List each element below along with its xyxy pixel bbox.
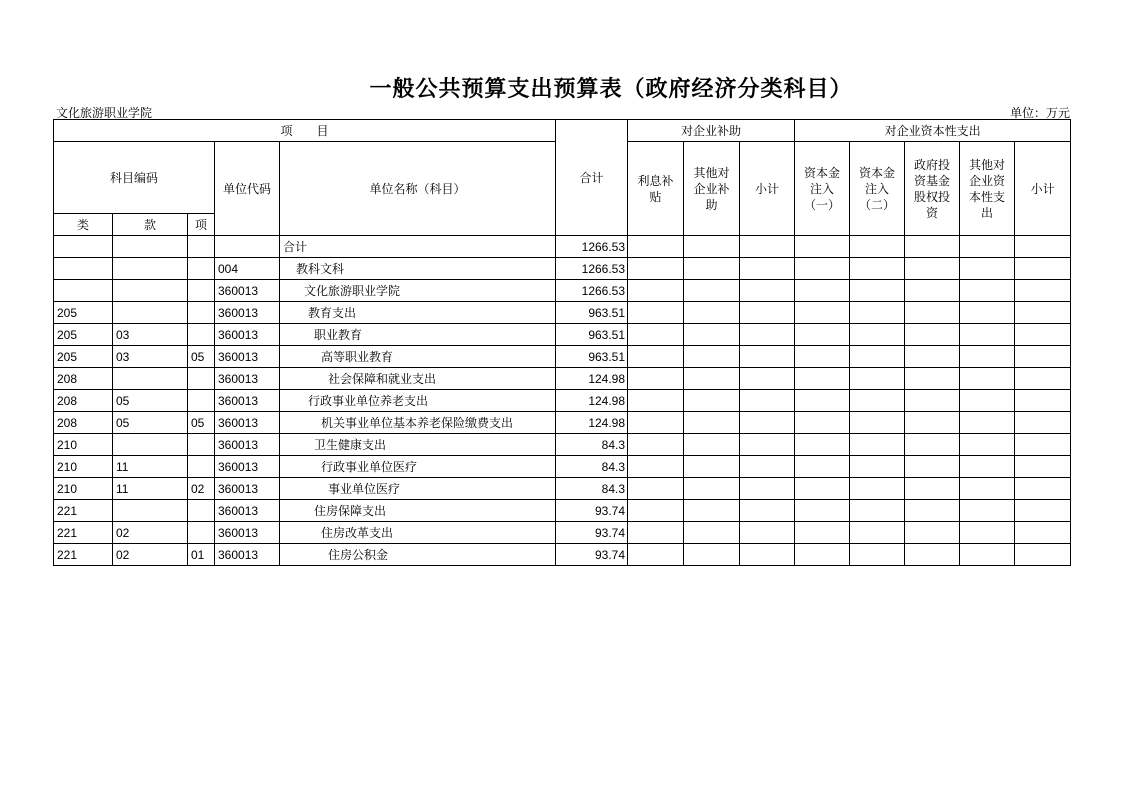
cell-total: 1266.53 [556,236,628,258]
cell-empty [684,236,740,258]
cell-empty [960,412,1015,434]
cell-empty [960,368,1015,390]
table-row [54,302,1071,324]
cell-unit-name: 行政事业单位养老支出 [280,390,556,412]
cell-unit-name: 住房公积金 [280,544,556,566]
cell-empty [1015,368,1071,390]
cell-empty [628,280,684,302]
cell-empty [850,412,905,434]
cell-unit-name: 高等职业教育 [280,346,556,368]
cell-empty [1015,522,1071,544]
header-capital-injection-2: 资本金注入（二） [850,142,905,236]
table-row [54,368,1071,390]
header-unit-name: 单位名称（科目） [280,142,556,236]
cell-total: 124.98 [556,390,628,412]
cell-empty [795,280,850,302]
cell-empty [1015,236,1071,258]
cell-empty [684,324,740,346]
cell-empty [740,390,795,412]
cell-total: 84.3 [556,478,628,500]
cell-empty [850,500,905,522]
table-row [54,258,1071,280]
cell-xiang: 05 [188,412,215,434]
cell-empty [905,324,960,346]
cell-empty [740,522,795,544]
cell-empty [795,324,850,346]
cell-unit-name: 事业单位医疗 [280,478,556,500]
table-row [54,456,1071,478]
cell-total: 963.51 [556,302,628,324]
cell-unit-code: 360013 [215,390,280,412]
cell-empty [905,346,960,368]
cell-empty [905,302,960,324]
cell-empty [960,258,1015,280]
cell-empty [740,368,795,390]
cell-empty [684,302,740,324]
cell-kuan: 05 [113,390,188,412]
cell-empty [1015,412,1071,434]
cell-unit-name: 文化旅游职业学院 [280,280,556,302]
table-row [54,412,1071,434]
cell-empty [850,434,905,456]
cell-empty [795,302,850,324]
cell-kuan [113,258,188,280]
cell-empty [905,456,960,478]
cell-empty [960,280,1015,302]
cell-unit-code: 360013 [215,324,280,346]
table-row [54,478,1071,500]
cell-unit-code: 360013 [215,346,280,368]
cell-kuan [113,280,188,302]
cell-empty [905,500,960,522]
cell-empty [850,522,905,544]
cell-unit-name: 合计 [280,236,556,258]
cell-empty [1015,456,1071,478]
cell-empty [1015,258,1071,280]
cell-empty [850,302,905,324]
cell-xiang [188,434,215,456]
cell-kuan: 02 [113,544,188,566]
cell-xiang [188,522,215,544]
cell-unit-name: 住房保障支出 [280,500,556,522]
cell-empty [1015,280,1071,302]
cell-empty [684,258,740,280]
cell-lei: 208 [54,390,113,412]
header-interest-subsidy: 利息补贴 [628,142,684,236]
table-row [54,346,1071,368]
cell-xiang [188,500,215,522]
header-subsidy-subtotal: 小计 [740,142,795,236]
cell-xiang [188,390,215,412]
cell-empty [684,434,740,456]
cell-empty [1015,544,1071,566]
cell-empty [850,478,905,500]
cell-xiang [188,236,215,258]
cell-empty [795,412,850,434]
header-gov-investment-fund: 政府投资基金股权投资 [905,142,960,236]
cell-lei: 210 [54,478,113,500]
cell-empty [960,346,1015,368]
header-other-capital: 其他对企业资本性支出 [960,142,1015,236]
cell-unit-name: 行政事业单位医疗 [280,456,556,478]
cell-empty [905,390,960,412]
cell-empty [795,346,850,368]
cell-empty [628,544,684,566]
cell-unit-code: 360013 [215,412,280,434]
cell-lei: 208 [54,412,113,434]
cell-unit-name: 社会保障和就业支出 [280,368,556,390]
header-project: 项 目 [54,120,556,142]
cell-empty [740,236,795,258]
cell-empty [740,324,795,346]
cell-empty [850,456,905,478]
cell-empty [795,544,850,566]
cell-empty [740,412,795,434]
cell-total: 93.74 [556,544,628,566]
cell-empty [740,258,795,280]
cell-empty [905,258,960,280]
cell-empty [960,236,1015,258]
cell-empty [1015,324,1071,346]
cell-empty [684,478,740,500]
cell-empty [740,478,795,500]
header-unit-code: 单位代码 [215,142,280,236]
cell-unit-code: 360013 [215,478,280,500]
cell-unit-name: 机关事业单位基本养老保险缴费支出 [280,412,556,434]
cell-unit-code [215,236,280,258]
cell-empty [850,390,905,412]
cell-empty [740,280,795,302]
cell-empty [905,544,960,566]
cell-empty [684,368,740,390]
cell-empty [628,478,684,500]
cell-empty [850,324,905,346]
cell-empty [850,544,905,566]
cell-empty [960,478,1015,500]
table-row [54,390,1071,412]
cell-empty [1015,478,1071,500]
cell-empty [628,258,684,280]
cell-empty [684,544,740,566]
table-row [54,280,1071,302]
cell-empty [795,434,850,456]
cell-total: 963.51 [556,346,628,368]
cell-kuan: 03 [113,324,188,346]
cell-lei: 221 [54,544,113,566]
page-title: 一般公共预算支出预算表（政府经济分类科目） [369,77,853,102]
cell-empty [960,324,1015,346]
cell-empty [740,434,795,456]
cell-empty [628,302,684,324]
organization-name: 文化旅游职业学院 [56,106,153,120]
header-kuan: 款 [113,214,188,236]
cell-empty [795,390,850,412]
unit-label: 单位：万元 [1009,106,1070,120]
cell-empty [684,346,740,368]
cell-unit-name: 教科文科 [280,258,556,280]
cell-xiang [188,280,215,302]
table-row [54,324,1071,346]
cell-kuan: 02 [113,522,188,544]
cell-unit-code: 004 [215,258,280,280]
cell-kuan: 03 [113,346,188,368]
cell-lei: 210 [54,434,113,456]
cell-empty [1015,500,1071,522]
cell-unit-name: 卫生健康支出 [280,434,556,456]
cell-empty [740,456,795,478]
cell-empty [628,456,684,478]
header-enterprise-capital: 对企业资本性支出 [795,120,1071,142]
cell-total: 1266.53 [556,280,628,302]
cell-empty [628,522,684,544]
cell-kuan: 11 [113,456,188,478]
cell-empty [740,544,795,566]
cell-lei [54,236,113,258]
cell-empty [795,456,850,478]
cell-empty [850,236,905,258]
table-row [54,500,1071,522]
cell-lei [54,280,113,302]
cell-empty [905,412,960,434]
cell-total: 93.74 [556,500,628,522]
cell-total: 84.3 [556,434,628,456]
cell-empty [960,302,1015,324]
cell-empty [684,500,740,522]
cell-xiang [188,324,215,346]
cell-xiang [188,302,215,324]
cell-total: 93.74 [556,522,628,544]
cell-total: 84.3 [556,456,628,478]
cell-empty [960,522,1015,544]
cell-empty [960,434,1015,456]
cell-lei: 221 [54,522,113,544]
header-enterprise-subsidy: 对企业补助 [628,120,795,142]
cell-empty [628,412,684,434]
table-row [54,236,1071,258]
cell-empty [628,434,684,456]
cell-empty [795,478,850,500]
cell-empty [960,500,1015,522]
cell-empty [850,346,905,368]
cell-empty [850,280,905,302]
cell-empty [795,500,850,522]
cell-kuan: 11 [113,478,188,500]
cell-empty [628,368,684,390]
cell-empty [850,258,905,280]
cell-lei: 205 [54,346,113,368]
cell-unit-code: 360013 [215,500,280,522]
cell-empty [905,368,960,390]
cell-empty [905,522,960,544]
cell-kuan [113,236,188,258]
cell-empty [684,522,740,544]
cell-kuan [113,500,188,522]
cell-empty [684,412,740,434]
cell-total: 124.98 [556,368,628,390]
table-row [54,434,1071,456]
cell-total: 963.51 [556,324,628,346]
cell-unit-code: 360013 [215,368,280,390]
table-row [54,522,1071,544]
cell-empty [795,522,850,544]
cell-empty [905,280,960,302]
cell-kuan [113,368,188,390]
cell-xiang: 02 [188,478,215,500]
cell-empty [740,500,795,522]
cell-empty [1015,346,1071,368]
cell-kuan [113,302,188,324]
cell-empty [684,456,740,478]
cell-empty [960,456,1015,478]
cell-lei: 221 [54,500,113,522]
cell-xiang [188,258,215,280]
cell-kuan: 05 [113,412,188,434]
cell-unit-name: 住房改革支出 [280,522,556,544]
cell-lei: 205 [54,324,113,346]
cell-empty [795,236,850,258]
cell-empty [960,390,1015,412]
cell-lei: 210 [54,456,113,478]
cell-empty [740,346,795,368]
cell-unit-name: 职业教育 [280,324,556,346]
cell-empty [740,302,795,324]
cell-unit-code: 360013 [215,544,280,566]
cell-unit-code: 360013 [215,302,280,324]
cell-unit-code: 360013 [215,434,280,456]
header-capital-injection-1: 资本金注入（一） [795,142,850,236]
cell-empty [795,368,850,390]
cell-empty [1015,434,1071,456]
cell-unit-code: 360013 [215,456,280,478]
cell-lei: 208 [54,368,113,390]
cell-xiang: 01 [188,544,215,566]
cell-empty [960,544,1015,566]
cell-empty [850,368,905,390]
cell-xiang [188,456,215,478]
cell-empty [628,236,684,258]
cell-total: 124.98 [556,412,628,434]
cell-empty [684,280,740,302]
header-subject-code: 科目编码 [54,142,215,214]
header-total: 合计 [556,120,628,236]
cell-empty [1015,390,1071,412]
budget-table [53,119,1071,566]
cell-empty [628,390,684,412]
header-other-subsidy: 其他对企业补助 [684,142,740,236]
header-capital-subtotal: 小计 [1015,142,1071,236]
cell-unit-name: 教育支出 [280,302,556,324]
cell-empty [795,258,850,280]
header-lei: 类 [54,214,113,236]
cell-unit-code: 360013 [215,280,280,302]
cell-lei [54,258,113,280]
cell-empty [905,434,960,456]
cell-empty [905,478,960,500]
cell-xiang: 05 [188,346,215,368]
cell-unit-code: 360013 [215,522,280,544]
cell-empty [905,236,960,258]
header-xiang: 项 [188,214,215,236]
cell-empty [628,500,684,522]
cell-total: 1266.53 [556,258,628,280]
cell-lei: 205 [54,302,113,324]
cell-kuan [113,434,188,456]
table-row [54,544,1071,566]
cell-empty [1015,302,1071,324]
cell-empty [628,324,684,346]
cell-empty [684,390,740,412]
cell-empty [628,346,684,368]
cell-xiang [188,368,215,390]
